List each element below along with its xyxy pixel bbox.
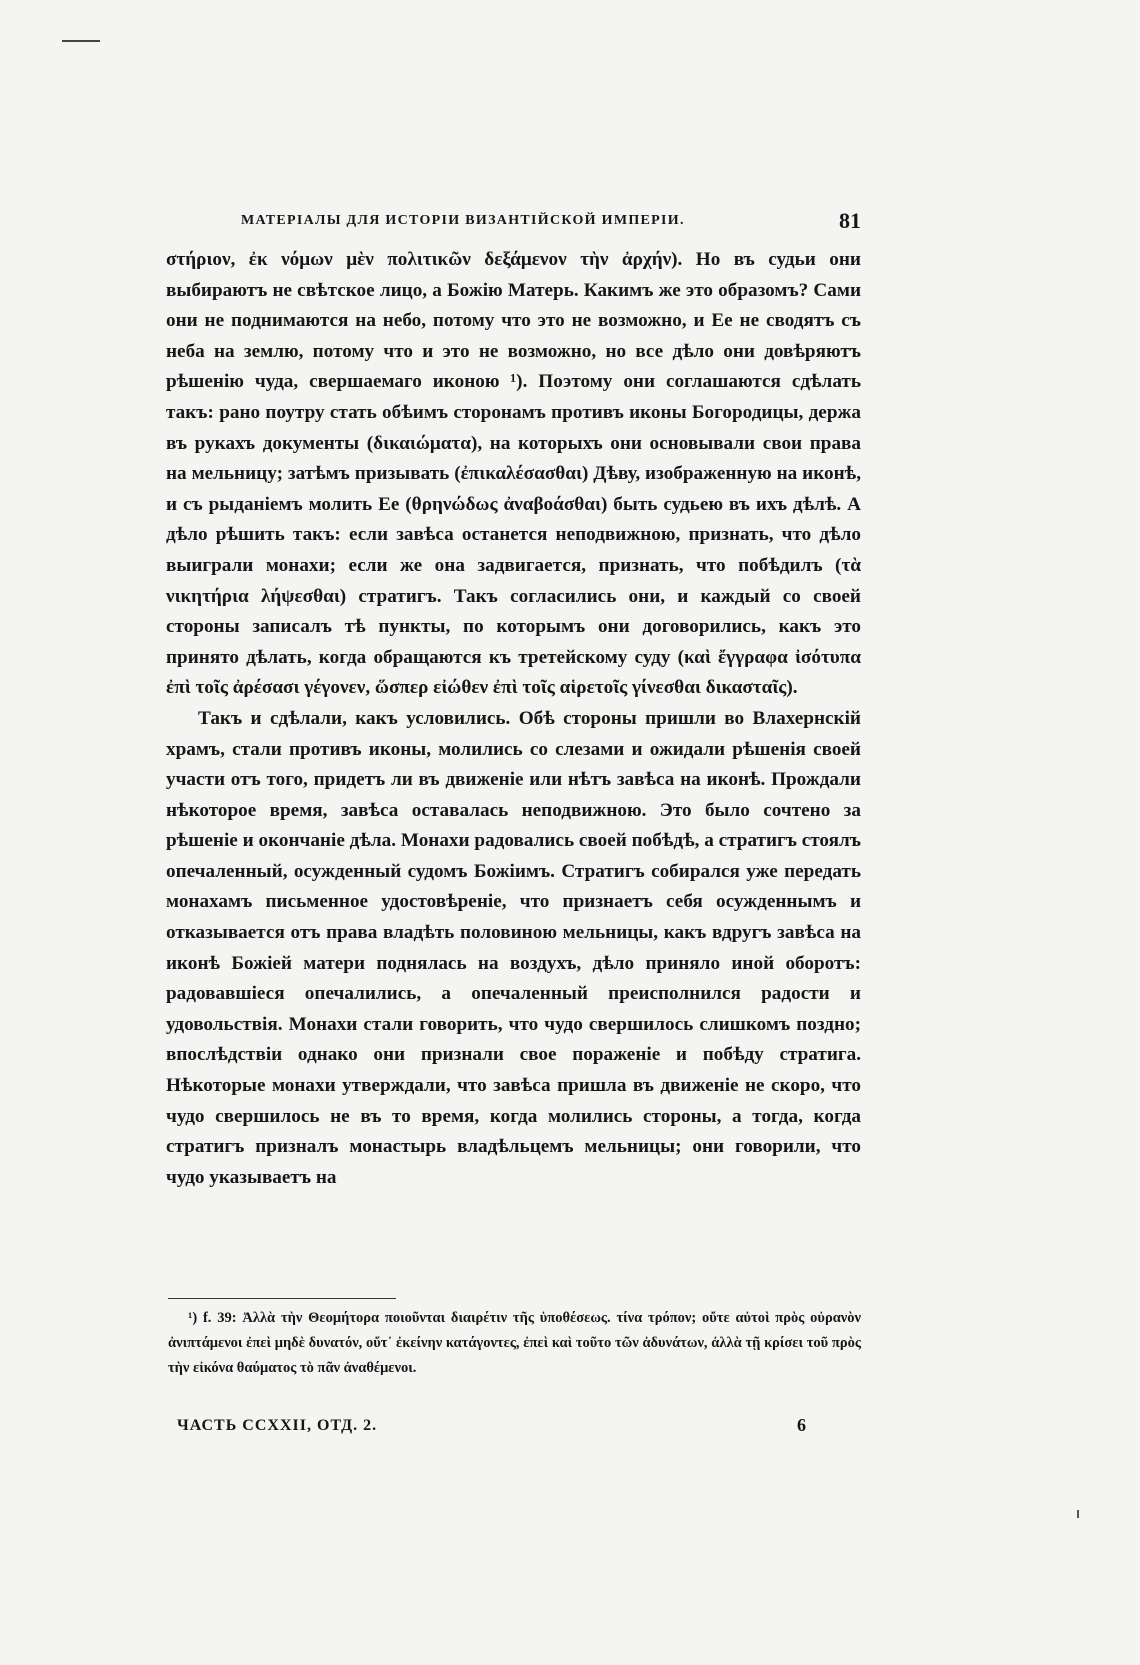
paragraph-2: Такъ и сдѣлали, какъ условились. Обѣ стороны пришли во Влахернскій храмъ, стали противъ иконы, молились со слезами и ожидали рѣшенія своей участи отъ того, придетъ ли въ движеніе или нѣтъ завѣса на иконѣ. Прождали нѣкоторое время, завѣса оставалась неподвижною. Это было сочтено за рѣшеніе и окончаніе дѣла. Монахи радовались своей побѣдѣ, а стратигъ стоялъ опечаленный, осужденный судомъ Божіимъ. Стратигъ собирался уже передать монахамъ письменное удостовѣреніе, что признаетъ себя осужденнымъ и отказывается отъ права владѣть половиною мельницы, какъ вдругъ завѣса на иконѣ Божіей матери поднялась на воздухъ, дѣло приняло иной оборотъ: радовавшіеся опечалились, а опечаленный преисполнился радости и удовольствія. Монахи стали говорить, что чудо свершилось слишкомъ поздно; впослѣдствіи однако они признали свое пораженіе и побѣду стратига. Нѣкоторые монахи утверждали, что завѣса пришла въ движеніе не скоро, что чудо свершилось не въ то время, когда молились стороны, а тогда, когда стратигъ призналъ монастырь владѣльцемъ мельницы; они говорили, что чудо указываетъ на [166, 707, 861, 1188]
paragraph-1: στήριον, ἐκ νόμων μὲν πολιτικῶν δεξάμενον τὴν ἀρχήν). Но въ судьи они выбираютъ не свѣтское лицо, а Божію Матерь. Какимъ же это образомъ? Сами они не поднимаются на небо, потому что это не возможно, и Ее не сводятъ съ неба на землю, потому что и это не возможно, но все дѣло они довѣряютъ рѣшенію чуда, свершаемаго иконою ¹). Поэтому они соглашаются сдѣлать такъ: рано поутру стать обѣимъ сторонамъ противъ иконы Богородицы, держа въ рукахъ документы (δικαιώματα), на которыхъ они основывали свои права на мельницу; затѣмъ призывать (ἐπικαλέσασθαι) Дѣву, изображенную на иконѣ, и съ рыданіемъ молить Ее (θρηνώδως ἀναβοάσθαι) быть судьею въ ихъ дѣлѣ. А дѣло рѣшить такъ: если завѣса останется неподвижною, признать, что дѣло выиграли монахи; если же она задвигается, признать, что побѣдилъ (τὰ νικητήρια λήψεσθαι) стратигъ. Такъ согласились они, и каждый со своей стороны записалъ тѣ пункты, по которымъ они договорились, какъ это принято дѣлать, когда обращаются къ третейскому суду (καὶ ἔγγραφα ἰσότυπα ἐπὶ τοῖς ἀρέσασι γέγονεν, ὥσπερ εἰώθεν ἐπὶ τοῖς αἱρετοῖς γίνεσθαι δικασταῖς). [166, 249, 861, 699]
body-text [166, 245, 861, 1193]
page-number: 81 [839, 208, 861, 233]
sheet-number: 6 [797, 1415, 806, 1435]
footnote-divider [168, 1298, 396, 1299]
running-header [241, 208, 861, 238]
printer-signature [177, 1415, 861, 1443]
stray-mark [1077, 1510, 1079, 1518]
corner-rule [62, 40, 100, 42]
part-label: ЧАСТЬ CCXXII, ОТД. 2. [177, 1417, 378, 1434]
footnote: ¹) f. 39: Ἀλλὰ τὴν Θεομήτορα ποιοῦνται διαιρέτιν τῆς ὑποθέσεως. τίνα τρόπον; οὔτε αὐτοὶ πρὸς οὐρανὸν ἀνιπτάμενοι ἐπεὶ μηδὲ δυνατόν, οὔτ᾽ ἐκείνην κατάγοντες, ἐπεὶ καὶ τοῦτο τῶν ἀδυνάτων, ἀλλὰ τῇ κρίσει τοῦ πρὸς τὴν εἰκόνα θαύματος τὸ πᾶν ἀναθέμενοι. [168, 1310, 861, 1376]
running-title: МАТЕРІАЛЫ ДЛЯ ИСТОРІИ ВИЗАНТІЙСКОЙ ИМПЕРІИ. [241, 213, 685, 228]
